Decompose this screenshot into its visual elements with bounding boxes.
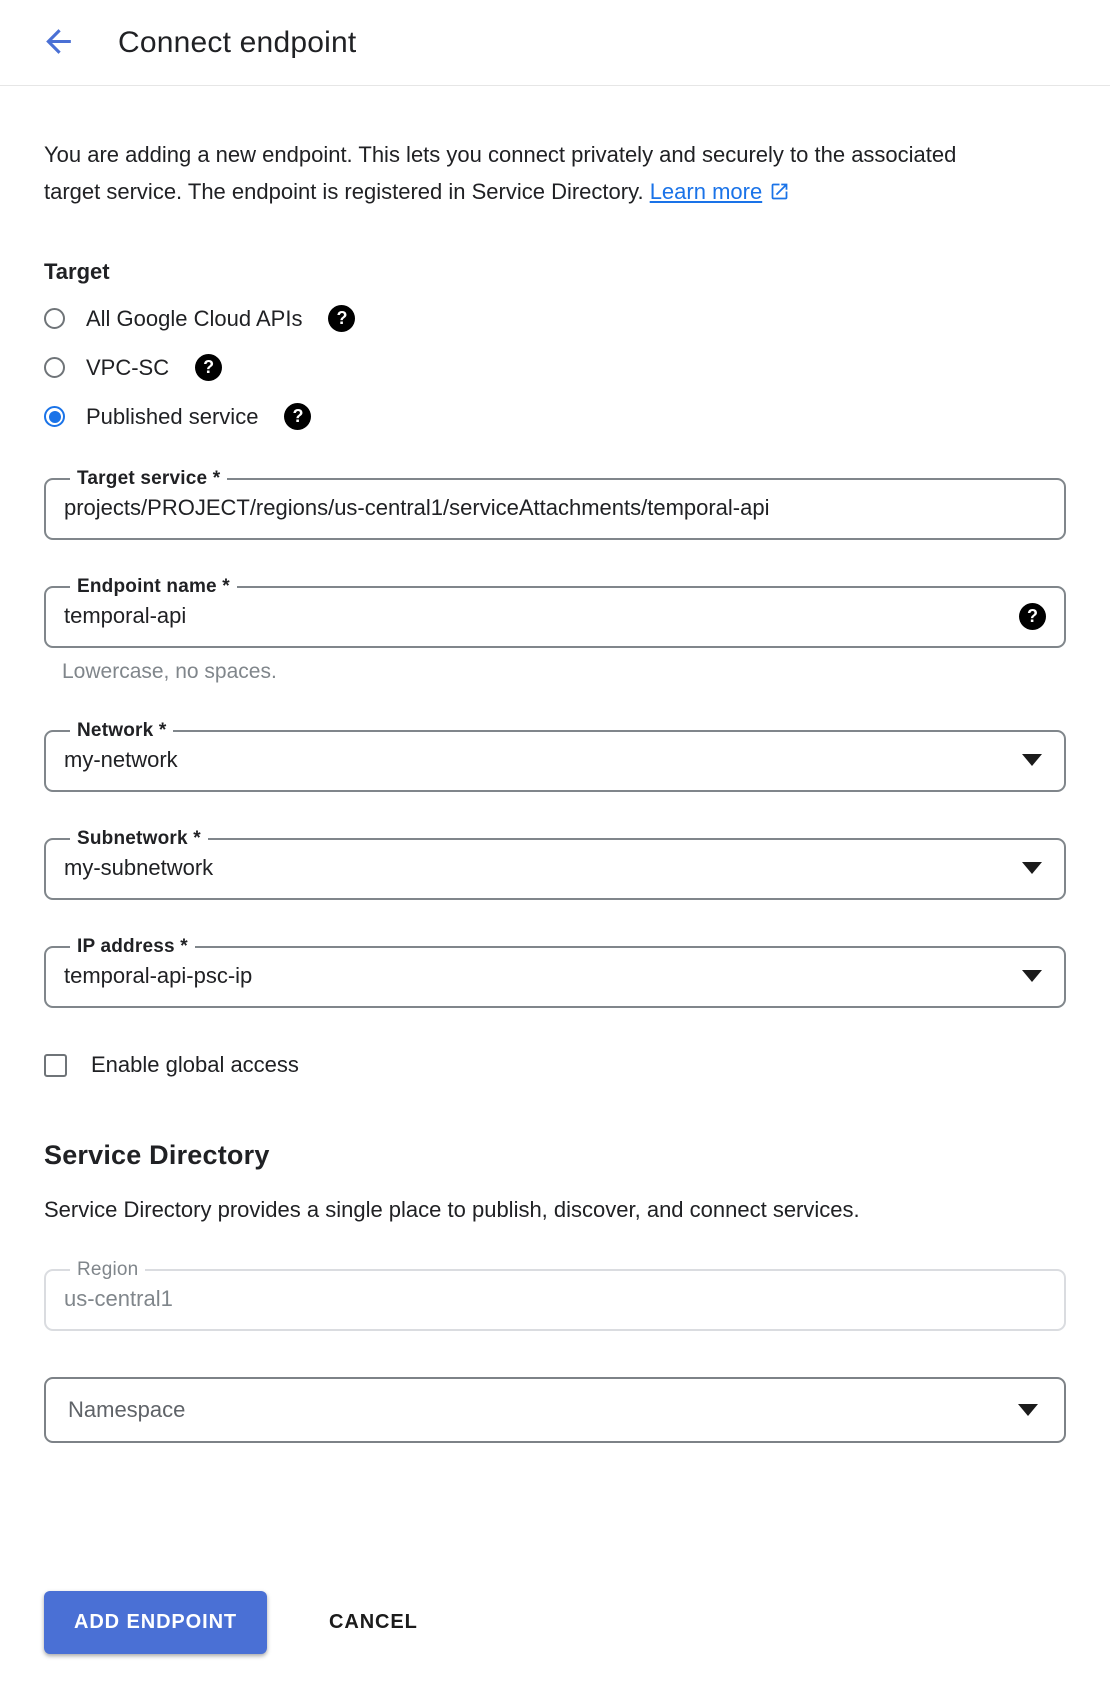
- service-directory-description: Service Directory provides a single place to publish, discover, and connect services.: [44, 1197, 860, 1222]
- learn-more-link[interactable]: Learn more: [649, 179, 763, 204]
- form-actions: [44, 1591, 1066, 1654]
- back-button[interactable]: [38, 23, 78, 63]
- intro-text: [44, 136, 989, 213]
- radio-label: Published service: [86, 403, 259, 429]
- subnetwork-select-value[interactable]: my-subnetwork: [64, 855, 214, 880]
- enable-global-access-row[interactable]: [44, 1052, 1066, 1078]
- external-link-icon[interactable]: [769, 176, 790, 213]
- target-service-input[interactable]: projects/PROJECT/regions/us-central1/serviceAttachments/temporal-api: [64, 495, 770, 520]
- add-endpoint-button[interactable]: ADD ENDPOINT: [44, 1591, 267, 1654]
- cancel-button[interactable]: CANCEL: [329, 1611, 418, 1633]
- connect-endpoint-form: [0, 136, 1110, 1698]
- region-label: Region: [77, 1259, 139, 1280]
- network-field[interactable]: [44, 720, 1066, 792]
- radio-label: All Google Cloud APIs: [86, 305, 303, 331]
- dropdown-arrow-icon[interactable]: [1022, 862, 1042, 874]
- target-service-label: Target service *: [77, 468, 221, 489]
- back-arrow-icon: [40, 23, 77, 63]
- help-icon[interactable]: ?: [328, 305, 355, 332]
- help-icon[interactable]: ?: [1019, 603, 1046, 630]
- radio-all-google-cloud-apis[interactable]: [44, 303, 1066, 334]
- page-header: [0, 0, 1110, 86]
- dropdown-arrow-icon[interactable]: [1022, 754, 1042, 766]
- intro-text-body: You are adding a new endpoint. This lets you connect privately and securely to the associated target service. The endpoint is registered in Service Directory.: [44, 142, 957, 204]
- region-value: us-central1: [64, 1286, 173, 1311]
- enable-global-access-label: Enable global access: [91, 1052, 299, 1077]
- endpoint-name-helper: Lowercase, no spaces.: [62, 660, 277, 683]
- namespace-placeholder: Namespace: [68, 1397, 186, 1422]
- checkbox-icon[interactable]: [44, 1054, 67, 1077]
- namespace-select[interactable]: [44, 1377, 1066, 1443]
- radio-label: VPC-SC: [86, 354, 170, 380]
- ip-address-field[interactable]: [44, 936, 1066, 1008]
- radio-vpc-sc[interactable]: [44, 352, 1066, 383]
- radio-button-icon[interactable]: [44, 406, 65, 427]
- endpoint-name-label: Endpoint name *: [77, 576, 230, 597]
- target-service-field[interactable]: [44, 468, 1066, 540]
- dropdown-arrow-icon[interactable]: [1022, 970, 1042, 982]
- help-icon[interactable]: ?: [284, 403, 311, 430]
- help-icon[interactable]: ?: [195, 354, 222, 381]
- ip-address-label: IP address *: [77, 936, 188, 957]
- dropdown-arrow-icon[interactable]: [1018, 1404, 1038, 1416]
- radio-button-icon[interactable]: [44, 308, 65, 329]
- ip-address-select-value[interactable]: temporal-api-psc-ip: [64, 963, 253, 988]
- radio-button-icon[interactable]: [44, 357, 65, 378]
- radio-published-service[interactable]: [44, 401, 1066, 432]
- service-directory-heading: Service Directory: [44, 1140, 270, 1170]
- subnetwork-label: Subnetwork *: [77, 828, 201, 849]
- endpoint-name-input[interactable]: temporal-api: [64, 603, 187, 628]
- endpoint-name-field[interactable]: [44, 576, 1066, 648]
- network-label: Network *: [77, 720, 167, 741]
- region-field: [44, 1259, 1066, 1331]
- network-select-value[interactable]: my-network: [64, 747, 178, 772]
- page-title: Connect endpoint: [118, 25, 357, 59]
- target-section-label: Target: [44, 259, 110, 284]
- subnetwork-field[interactable]: [44, 828, 1066, 900]
